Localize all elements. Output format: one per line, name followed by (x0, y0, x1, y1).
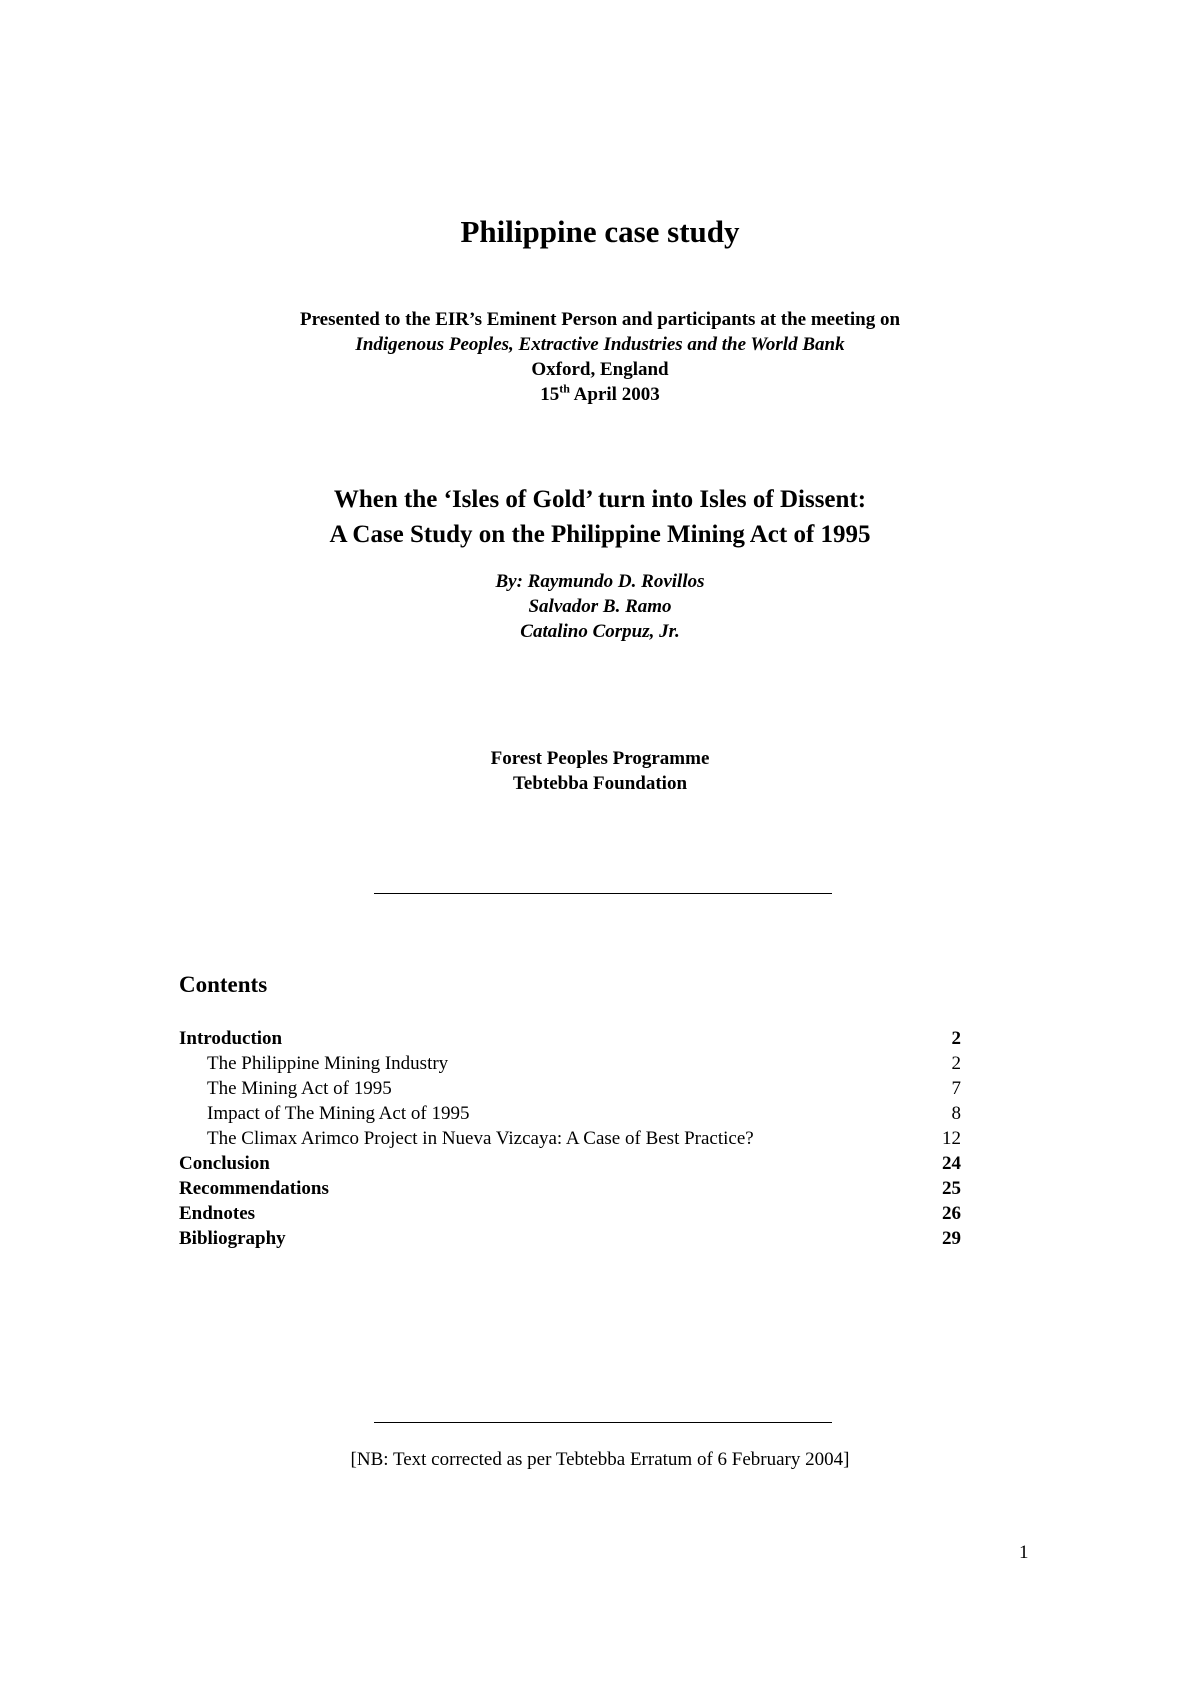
author-1: By: Raymundo D. Rovillos (495, 571, 705, 592)
toc-entry-page: 2 (951, 1053, 961, 1074)
meeting-location: Oxford, England (531, 359, 669, 380)
toc-entry-bibliography[interactable] (179, 1226, 961, 1251)
date-suffix: th (559, 381, 570, 396)
table-of-contents (179, 1026, 961, 1251)
contents-heading: Contents (179, 972, 268, 997)
toc-entry-introduction[interactable] (179, 1026, 961, 1051)
toc-entry-endnotes[interactable] (179, 1201, 961, 1226)
toc-entry-label: The Mining Act of 1995 (207, 1078, 392, 1099)
toc-entry-impact-mining-act[interactable] (179, 1101, 961, 1126)
divider-bottom (374, 1422, 832, 1423)
date-rest: April 2003 (569, 384, 660, 405)
toc-entry-page: 8 (951, 1103, 961, 1124)
toc-entry-label: Recommendations (179, 1178, 329, 1199)
toc-entry-philippine-mining-industry[interactable] (179, 1051, 961, 1076)
toc-entry-page: 25 (942, 1178, 961, 1199)
toc-entry-conclusion[interactable] (179, 1151, 961, 1176)
date-day: 15 (540, 384, 560, 405)
meeting-name: Indigenous Peoples, Extractive Industries and the World Bank (355, 334, 845, 355)
organization-2: Tebtebba Foundation (512, 773, 688, 794)
toc-entry-label: The Climax Arimco Project in Nueva Vizcaya: A Case of Best Practice? (207, 1128, 754, 1149)
toc-entry-climax-arimco[interactable] (179, 1126, 961, 1151)
meeting-date (0, 382, 1200, 407)
toc-entry-page: 12 (942, 1128, 961, 1149)
toc-entry-label: Endnotes (179, 1203, 256, 1224)
author-3: Catalino Corpuz, Jr. (520, 621, 680, 642)
page-number: 1 (1019, 1542, 1029, 1563)
divider-top (374, 893, 832, 894)
toc-entry-page: 2 (951, 1028, 961, 1049)
subtitle-line-2: A Case Study on the Philippine Mining Act of 1995 (329, 521, 871, 548)
presentation-info (0, 307, 1200, 407)
organization-1: Forest Peoples Programme (490, 748, 710, 769)
toc-entry-page: 7 (951, 1078, 961, 1099)
organizations-block (0, 746, 1200, 796)
document-subtitle (0, 482, 1200, 552)
document-title: Philippine case study (460, 214, 740, 249)
toc-entry-label: The Philippine Mining Industry (207, 1053, 449, 1074)
toc-entry-mining-act[interactable] (179, 1076, 961, 1101)
erratum-note: [NB: Text corrected as per Tebtebba Erratum of 6 February 2004] (350, 1449, 850, 1470)
toc-entry-label: Conclusion (179, 1153, 270, 1174)
author-2: Salvador B. Ramo (528, 596, 672, 617)
toc-entry-page: 24 (942, 1153, 961, 1174)
toc-entry-label: Bibliography (179, 1228, 286, 1249)
toc-entry-recommendations[interactable] (179, 1176, 961, 1201)
presented-line: Presented to the EIR’s Eminent Person and participants at the meeting on (299, 309, 901, 330)
toc-entry-label: Impact of The Mining Act of 1995 (207, 1103, 470, 1124)
toc-entry-page: 29 (942, 1228, 961, 1249)
authors-block (0, 569, 1200, 644)
toc-entry-page: 26 (942, 1203, 961, 1224)
subtitle-line-1: When the ‘Isles of Gold’ turn into Isles of Dissent: (333, 486, 867, 513)
toc-entry-label: Introduction (179, 1028, 283, 1049)
